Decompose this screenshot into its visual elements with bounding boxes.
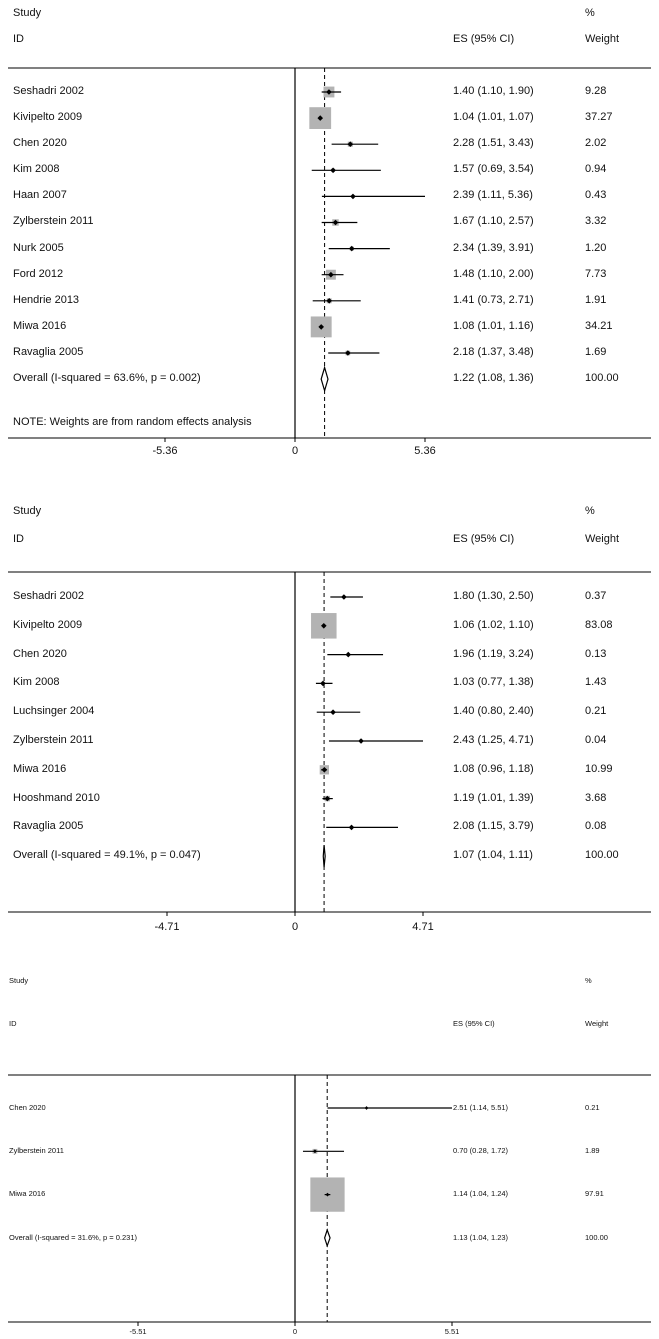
study-label: Nurk 2005 bbox=[13, 241, 64, 254]
study-weight: 2.02 bbox=[585, 137, 607, 150]
study-es-ci: 1.03 (0.77, 1.38) bbox=[453, 676, 534, 689]
study-weight: 0.94 bbox=[585, 163, 607, 176]
overall-label: Overall (I-squared = 49.1%, p = 0.047) bbox=[13, 849, 201, 862]
study-label: Chen 2020 bbox=[13, 647, 67, 660]
overall-weight: 100.00 bbox=[585, 849, 619, 862]
header-percent: % bbox=[585, 975, 592, 985]
study-es-ci: 1.96 (1.19, 3.24) bbox=[453, 647, 534, 660]
study-es-ci: 1.14 (1.04, 1.24) bbox=[453, 1189, 509, 1199]
header-percent: % bbox=[585, 6, 595, 19]
forest-plot-panel-3 bbox=[0, 975, 659, 1339]
point-estimate bbox=[349, 246, 355, 252]
study-label: Zylberstein 2011 bbox=[9, 1146, 64, 1156]
study-label: Zylberstein 2011 bbox=[13, 215, 94, 228]
study-label: Kim 2008 bbox=[13, 676, 60, 689]
x-tick-label: -5.36 bbox=[152, 444, 178, 457]
x-tick-label: 4.71 bbox=[412, 920, 434, 933]
study-label: Hendrie 2013 bbox=[13, 293, 80, 306]
study-label: Ravaglia 2005 bbox=[13, 820, 84, 833]
header-es: ES (95% CI) bbox=[453, 1018, 495, 1028]
study-es-ci: 1.67 (1.10, 2.57) bbox=[453, 215, 534, 228]
point-estimate bbox=[341, 594, 347, 600]
study-es-ci: 1.04 (1.01, 1.07) bbox=[453, 111, 534, 124]
point-estimate bbox=[358, 738, 364, 744]
study-weight: 10.99 bbox=[585, 762, 613, 775]
overall-diamond bbox=[321, 368, 328, 391]
study-label: Kivipelto 2009 bbox=[13, 618, 83, 631]
study-label: Kim 2008 bbox=[13, 163, 60, 176]
study-es-ci: 1.80 (1.30, 2.50) bbox=[453, 589, 534, 602]
study-weight: 1.43 bbox=[585, 676, 607, 689]
forest-plot-svg bbox=[0, 975, 659, 1339]
point-estimate bbox=[349, 825, 355, 831]
overall-diamond bbox=[325, 1230, 330, 1246]
header-id: ID bbox=[13, 32, 24, 45]
study-weight: 83.08 bbox=[585, 618, 613, 631]
header-percent: % bbox=[585, 504, 595, 517]
study-es-ci: 1.08 (0.96, 1.18) bbox=[453, 762, 534, 775]
study-es-ci: 2.08 (1.15, 3.79) bbox=[453, 820, 534, 833]
study-es-ci: 1.19 (1.01, 1.39) bbox=[453, 791, 534, 804]
study-label: Miwa 2016 bbox=[13, 762, 67, 775]
study-es-ci: 1.48 (1.10, 2.00) bbox=[453, 267, 534, 280]
study-es-ci: 2.34 (1.39, 3.91) bbox=[453, 241, 534, 254]
overall-es-ci: 1.13 (1.04, 1.23) bbox=[453, 1232, 509, 1242]
overall-label: Overall (I-squared = 63.6%, p = 0.002) bbox=[13, 372, 201, 385]
study-es-ci: 1.08 (1.01, 1.16) bbox=[453, 319, 534, 332]
study-label: Seshadri 2002 bbox=[13, 589, 84, 602]
study-label: Miwa 2016 bbox=[13, 319, 67, 332]
header-study: Study bbox=[13, 6, 42, 19]
overall-diamond bbox=[323, 845, 325, 867]
x-tick-label: 0 bbox=[291, 920, 299, 933]
forest-plot-panel-2 bbox=[0, 500, 659, 940]
study-weight: 0.37 bbox=[585, 589, 607, 602]
study-es-ci: 2.43 (1.25, 4.71) bbox=[453, 733, 534, 746]
forest-plot-svg bbox=[0, 500, 659, 940]
study-weight: 7.73 bbox=[585, 267, 607, 280]
point-estimate bbox=[330, 709, 336, 715]
study-es-ci: 1.06 (1.02, 1.10) bbox=[453, 618, 534, 631]
study-es-ci: 1.40 (0.80, 2.40) bbox=[453, 705, 534, 718]
point-estimate bbox=[330, 168, 336, 174]
study-label: Zylberstein 2011 bbox=[13, 733, 94, 746]
study-weight: 0.21 bbox=[585, 1102, 600, 1112]
overall-label: Overall (I-squared = 31.6%, p = 0.231) bbox=[9, 1232, 137, 1242]
point-estimate bbox=[320, 681, 326, 687]
overall-weight: 100.00 bbox=[585, 1232, 608, 1242]
study-es-ci: 2.39 (1.11, 5.36) bbox=[453, 189, 533, 202]
study-label: Chen 2020 bbox=[13, 137, 67, 150]
study-es-ci: 0.70 (0.28, 1.72) bbox=[453, 1146, 509, 1156]
study-label: Miwa 2016 bbox=[9, 1189, 46, 1199]
study-weight: 0.08 bbox=[585, 820, 607, 833]
study-label: Seshadri 2002 bbox=[13, 84, 84, 97]
x-tick-label: 0 bbox=[292, 1326, 298, 1336]
study-label: Ford 2012 bbox=[13, 267, 64, 280]
header-weight: Weight bbox=[585, 1018, 609, 1028]
header-weight: Weight bbox=[585, 32, 620, 45]
study-label: Hooshmand 2010 bbox=[13, 791, 100, 804]
header-es: ES (95% CI) bbox=[453, 32, 515, 45]
study-weight: 0.13 bbox=[585, 647, 607, 660]
study-weight: 1.89 bbox=[585, 1146, 600, 1156]
header-id: ID bbox=[13, 532, 24, 545]
forest-plot-panel-1 bbox=[0, 0, 659, 468]
study-weight: 97.91 bbox=[585, 1189, 604, 1199]
header-study: Study bbox=[13, 504, 42, 517]
study-weight: 3.32 bbox=[585, 215, 607, 228]
study-label: Haan 2007 bbox=[13, 189, 67, 202]
study-es-ci: 1.41 (0.73, 2.71) bbox=[453, 293, 534, 306]
study-label: Ravaglia 2005 bbox=[13, 345, 84, 358]
study-es-ci: 2.51 (1.14, 5.51) bbox=[453, 1102, 509, 1112]
overall-es-ci: 1.07 (1.04, 1.11) bbox=[453, 849, 533, 862]
study-label: Kivipelto 2009 bbox=[13, 111, 83, 124]
header-study: Study bbox=[9, 975, 29, 985]
study-label: Chen 2020 bbox=[9, 1102, 46, 1112]
study-weight: 3.68 bbox=[585, 791, 607, 804]
study-weight: 0.04 bbox=[585, 733, 607, 746]
header-id: ID bbox=[9, 1018, 17, 1028]
point-estimate bbox=[345, 652, 351, 658]
x-tick-label: 5.36 bbox=[414, 444, 436, 457]
x-tick-label: 5.51 bbox=[444, 1326, 460, 1336]
point-estimate bbox=[365, 1106, 369, 1110]
study-es-ci: 1.57 (0.69, 3.54) bbox=[453, 163, 534, 176]
weights-note: NOTE: Weights are from random effects analysis bbox=[13, 415, 252, 428]
study-weight: 37.27 bbox=[585, 111, 613, 124]
study-es-ci: 2.28 (1.51, 3.43) bbox=[453, 137, 534, 150]
header-es: ES (95% CI) bbox=[453, 532, 515, 545]
study-label: Luchsinger 2004 bbox=[13, 705, 95, 718]
point-estimate bbox=[350, 194, 356, 200]
study-weight: 1.20 bbox=[585, 241, 607, 254]
study-weight: 1.69 bbox=[585, 345, 607, 358]
study-es-ci: 1.40 (1.10, 1.90) bbox=[453, 84, 534, 97]
study-weight: 34.21 bbox=[585, 319, 613, 332]
study-es-ci: 2.18 (1.37, 3.48) bbox=[453, 345, 534, 358]
x-tick-label: 0 bbox=[291, 444, 299, 457]
header-weight: Weight bbox=[585, 532, 620, 545]
x-tick-label: -5.51 bbox=[129, 1326, 147, 1336]
forest-plot-svg bbox=[0, 0, 659, 468]
study-weight: 0.43 bbox=[585, 189, 607, 202]
overall-weight: 100.00 bbox=[585, 372, 619, 385]
study-weight: 9.28 bbox=[585, 84, 607, 97]
study-weight: 0.21 bbox=[585, 705, 607, 718]
study-weight: 1.91 bbox=[585, 293, 607, 306]
overall-es-ci: 1.22 (1.08, 1.36) bbox=[453, 372, 534, 385]
x-tick-label: -4.71 bbox=[154, 920, 180, 933]
